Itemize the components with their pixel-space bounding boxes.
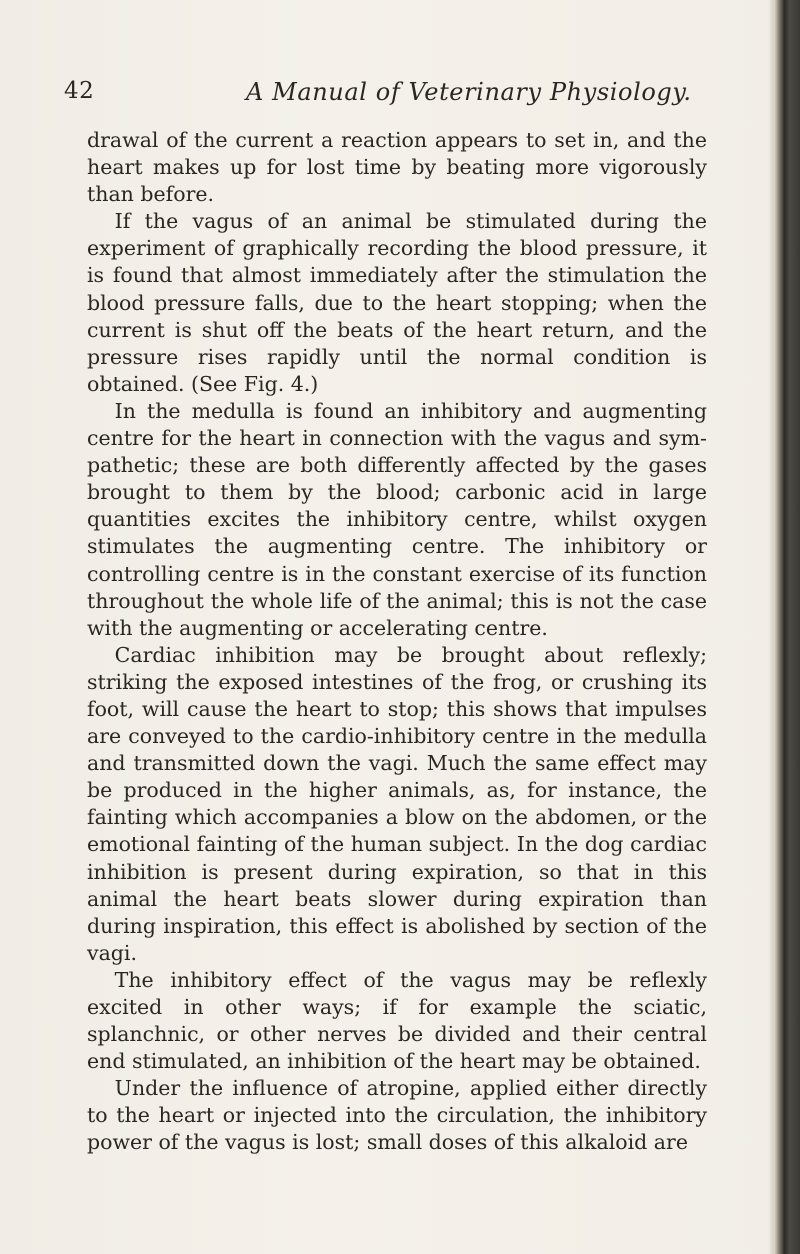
paragraph-continued: drawal of the current a reaction appears to set in, and the heart makes up for lost time by beating more vigorously than before. (87, 128, 707, 207)
body-text (87, 127, 707, 1157)
paragraph: In the medulla is found an inhibitory and augmenting centre for the heart in connection with the vagus and sym- pathetic; these are both differently affected by the gases brought to them by the blood; carbonic acid in large quantities excites the inhibitory centre, whilst oxygen stimulates the augmenting centre. The inhibitory or controlling centre is in the constant exercise of its function throughout the whole life of the animal; this is not the case with the augmenting or accelerating centre. (87, 398, 707, 640)
book-binding-edge (774, 0, 800, 1254)
paragraph: Cardiac inhibition may be brought about reflexly; striking the exposed intestines of the frog, or crushing its foot, will cause the heart to stop; this shows that impulses are conveyed to the cardio-inhibitory centre in the medulla and transmitted down the vagi. Much the same effect may be produced in the higher animals, as, for instance, the fainting which accompanies a blow on the abdomen, or the emotional fainting of the human subject. In the dog cardiac inhibition is present during expiration, so that in this animal the heart beats slower during expiration than during inspiration, this effect is abolished by section of the vagi. (87, 642, 707, 965)
paragraph: If the vagus of an animal be stimulated during the experiment of graphically recording the blood pressure, it is found that almost immediately after the stimulation the blood pressure falls, due to the heart stopping; when the current is shut off the beats of the heart return, and the pressure rises rapidly until the normal condition is obtained. (See Fig. 4.) (87, 209, 707, 396)
page-number: 42 (64, 78, 95, 104)
page-header (64, 78, 760, 112)
paragraph: Under the influence of atropine, applied either directly to the heart or injected into the circulation, the inhibitory power of the vagus is lost; small doses of this alkaloid are (87, 1076, 707, 1155)
running-title: A Manual of Veterinary Physiology. (246, 78, 692, 106)
paragraph: The inhibitory effect of the vagus may be reflexly excited in other ways; if for example the sciatic, splanchnic, or other nerves be divided and their central end stimulated, an inhibition of the heart may be obtained. (87, 967, 707, 1074)
